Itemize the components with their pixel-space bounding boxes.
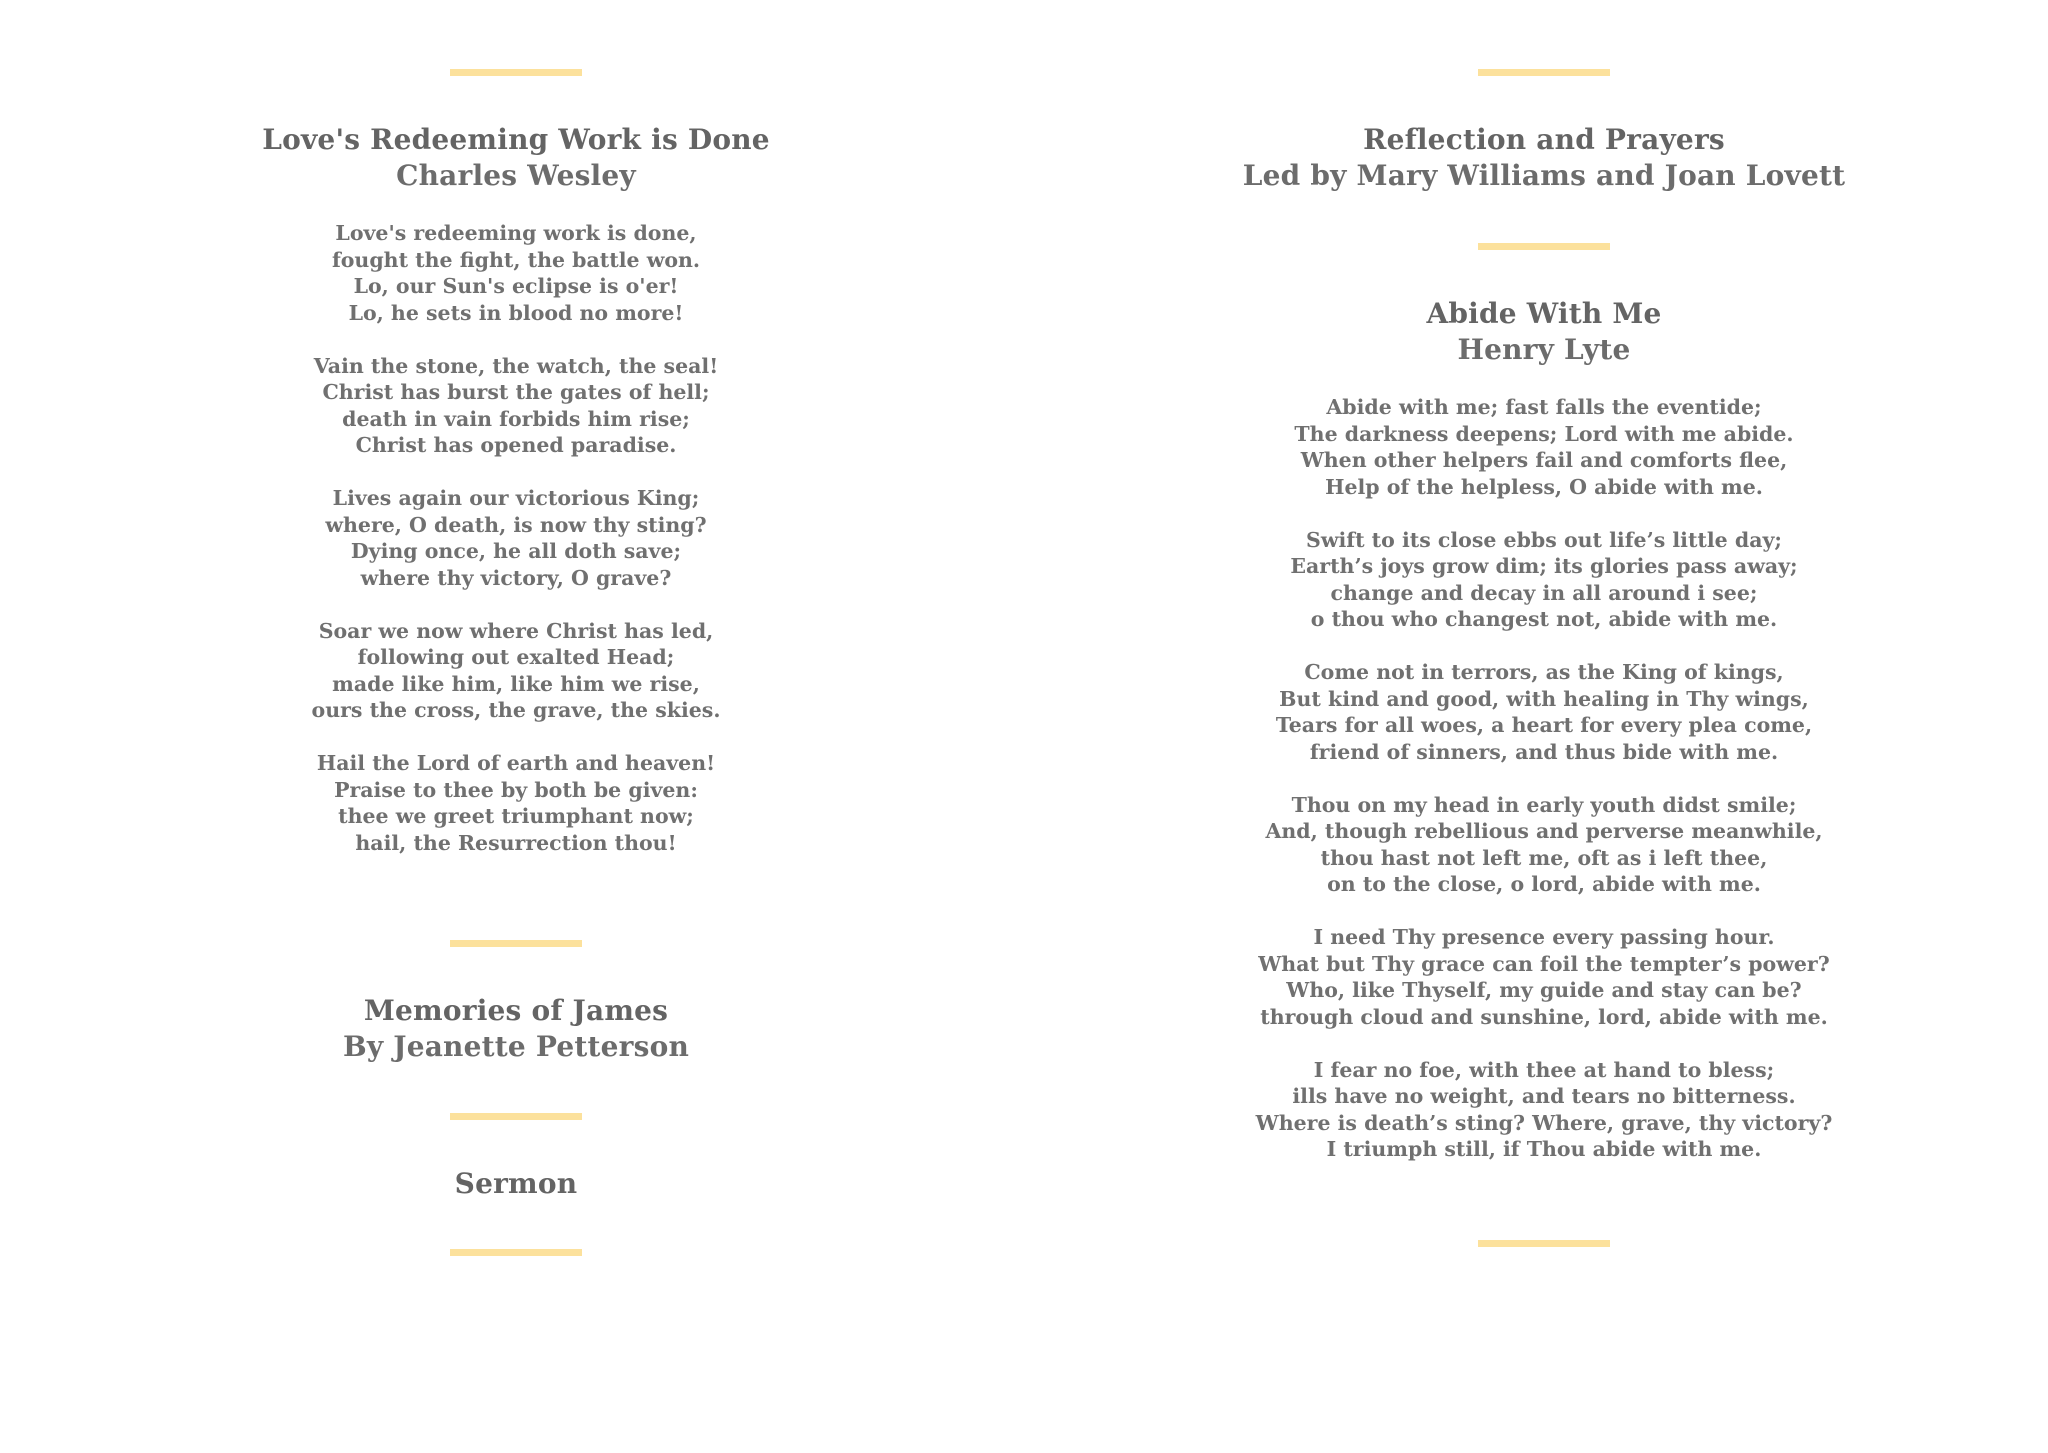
section-divider bbox=[1478, 243, 1610, 250]
lyric-line: I fear no foe, with thee at hand to bless; bbox=[1313, 1057, 1775, 1082]
lyric-line: Thou on my head in early youth didst smile; bbox=[1291, 792, 1797, 817]
lyric-line: Hail the Lord of earth and heaven! bbox=[316, 751, 716, 775]
hymn-author: Henry Lyte bbox=[1457, 333, 1631, 366]
memories-title: Memories of James bbox=[363, 994, 669, 1027]
reflection-subtitle: Led by Mary Williams and Joan Lovett bbox=[1242, 159, 1846, 192]
lyric-line: What but Thy grace can foil the tempter’s power? bbox=[1258, 951, 1830, 976]
lyric-line: Tears for all woes, a heart for every plea come, bbox=[1275, 713, 1813, 737]
stanza bbox=[196, 750, 836, 856]
lyric-line: Abide with me; fast falls the eventide; bbox=[1326, 395, 1762, 419]
lyric-line: Praise to thee by both be given: bbox=[334, 777, 698, 802]
section-divider bbox=[1478, 69, 1610, 76]
memories-subtitle: By Jeanette Petterson bbox=[342, 1030, 690, 1063]
lyric-line: Christ has burst the gates of hell; bbox=[322, 380, 710, 404]
stanza bbox=[196, 618, 836, 724]
lyric-line: I triumph still, if Thou abide with me. bbox=[1326, 1137, 1762, 1161]
lyric-line: thee we greet triumphant now; bbox=[338, 804, 694, 828]
lyric-line: Come not in terrors, as the King of kings, bbox=[1304, 660, 1784, 684]
stanza bbox=[1224, 1057, 1864, 1163]
lyric-line: Swift to its close ebbs out life’s little day; bbox=[1306, 527, 1782, 552]
lyric-line: thou hast not left me, oft as i left thee, bbox=[1320, 845, 1768, 870]
stanza bbox=[1224, 924, 1864, 1030]
hymn-lyrics bbox=[196, 220, 836, 856]
lyric-line: And, though rebellious and perverse meanwhile, bbox=[1265, 819, 1823, 843]
lyric-line: o thou who changest not, abide with me. bbox=[1310, 607, 1778, 631]
lyric-line: Where is death’s sting? Where, grave, thy victory? bbox=[1255, 1110, 1833, 1135]
lyric-line: fought the fight, the battle won. bbox=[331, 247, 701, 272]
lyric-line: But kind and good, with healing in Thy wings, bbox=[1279, 686, 1809, 711]
lyric-line: change and decay in all around i see; bbox=[1330, 580, 1758, 605]
lyric-line: I need Thy presence every passing hour. bbox=[1313, 925, 1775, 949]
hymn-author: Charles Wesley bbox=[396, 159, 636, 192]
lyric-line: Dying once, he all doth save; bbox=[350, 539, 682, 563]
stanza bbox=[1224, 527, 1864, 633]
section-divider bbox=[450, 940, 582, 947]
lyric-line: When other helpers fail and comforts flee, bbox=[1300, 448, 1788, 472]
section-divider bbox=[1478, 1240, 1610, 1247]
lyric-line: Who, like Thyself, my guide and stay can be? bbox=[1286, 978, 1802, 1002]
lyric-line: friend of sinners, and thus bide with me. bbox=[1309, 739, 1779, 764]
lyric-line: Lives again our victorious King; bbox=[332, 486, 700, 510]
lyric-line: Help of the helpless, O abide with me. bbox=[1325, 474, 1763, 499]
stanza bbox=[196, 353, 836, 459]
lyric-line: death in vain forbids him rise; bbox=[342, 406, 690, 431]
lyric-line: following out exalted Head; bbox=[357, 645, 675, 669]
right-column bbox=[1224, 0, 1864, 1247]
lyric-line: ours the cross, the grave, the skies. bbox=[311, 698, 721, 722]
stanza bbox=[196, 220, 836, 326]
lyric-line: The darkness deepens; Lord with me abide. bbox=[1294, 421, 1794, 446]
stanza bbox=[1224, 394, 1864, 500]
hymn-lyrics bbox=[1224, 394, 1864, 1163]
stanza bbox=[1224, 659, 1864, 765]
hymn-title: Love's Redeeming Work is Done bbox=[262, 123, 770, 156]
lyric-line: where thy victory, O grave? bbox=[360, 565, 672, 590]
lyric-line: where, O death, is now thy sting? bbox=[325, 512, 707, 537]
stanza bbox=[196, 485, 836, 591]
hymn-title: Abide With Me bbox=[1426, 297, 1662, 330]
lyric-line: made like him, like him we rise, bbox=[332, 671, 700, 696]
lyric-line: Lo, he sets in blood no more! bbox=[348, 300, 684, 325]
lyric-line: through cloud and sunshine, lord, abide with me. bbox=[1260, 1004, 1828, 1029]
lyric-line: Christ has opened paradise. bbox=[355, 433, 677, 457]
left-column bbox=[196, 0, 836, 1256]
section-divider bbox=[450, 69, 582, 76]
lyric-line: ills have no weight, and tears no bitterness. bbox=[1292, 1084, 1796, 1108]
lyric-line: Lo, our Sun's eclipse is o'er! bbox=[353, 274, 679, 298]
section-divider bbox=[450, 1249, 582, 1256]
lyric-line: Soar we now where Christ has led, bbox=[318, 618, 714, 643]
stanza bbox=[1224, 792, 1864, 898]
reflection-title: Reflection and Prayers bbox=[1363, 123, 1725, 156]
sermon-title: Sermon bbox=[454, 1167, 578, 1200]
lyric-line: Love's redeeming work is done, bbox=[335, 221, 697, 245]
section-divider bbox=[450, 1113, 582, 1120]
lyric-line: hail, the Resurrection thou! bbox=[355, 830, 677, 855]
lyric-line: Earth’s joys grow dim; its glories pass away; bbox=[1290, 554, 1798, 578]
lyric-line: Vain the stone, the watch, the seal! bbox=[313, 353, 719, 378]
lyric-line: on to the close, o lord, abide with me. bbox=[1327, 872, 1761, 896]
